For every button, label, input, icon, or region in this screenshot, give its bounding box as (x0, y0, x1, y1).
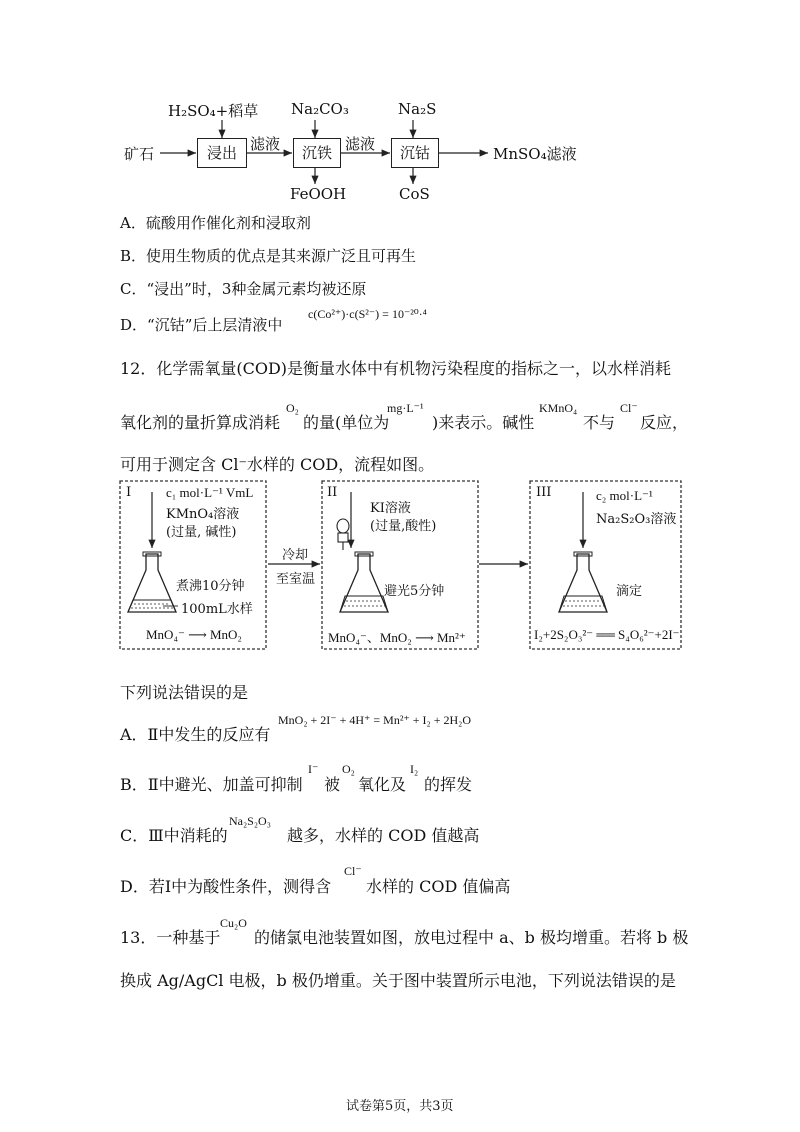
flow-arrow-label-2: 滤液 (345, 135, 376, 153)
q12-option-b-part-1: B．Ⅱ中避光、加盖可抑制 (120, 775, 303, 794)
q12-option-c-part-2: 越多，水样的 COD 值越高 (287, 826, 480, 845)
q13-cu2o: Cu₂O (220, 916, 247, 930)
q12-line-2c: )来表示。碱性 (432, 413, 535, 432)
panel-3-equation: I₂+2S₂O₃²⁻ ══ S₄O₆²⁻+2I⁻ (534, 627, 680, 642)
q11-option-b: B．使用生物质的优点是其来源广泛且可再生 (120, 247, 417, 265)
flow-input-3: Na₂S (398, 100, 437, 118)
q12-unit: mg·L⁻¹ (387, 401, 424, 415)
panel-3-step: 滴定 (616, 584, 643, 599)
q13-line-1a: 13．一种基于 (120, 928, 221, 947)
panel-3-reagent-2: Na₂S₂O₃溶液 (596, 512, 677, 527)
flow-box-iron: 沉铁 (293, 138, 341, 168)
panel-3-reagent-1: c₂ mol·L⁻¹ (596, 488, 653, 503)
panel-2-reagent-2: (过量,酸性) (370, 519, 437, 534)
page-footer: 试卷第5页，共3页 (346, 1099, 454, 1114)
flask-1-icon (128, 552, 178, 612)
flow-box-cobalt: 沉钴 (391, 138, 439, 168)
panel-1-reagent-1: c₁ mol·L⁻¹ VmL (166, 485, 254, 500)
q12-option-d-part-1: D．若Ⅰ中为酸性条件，测得含 (120, 877, 332, 896)
q12-option-a-formula: MnO₂ + 2I⁻ + 4H⁺ = Mn²⁺ + I₂ + 2H₂O (278, 713, 471, 727)
q12-option-b-i2: I₂ (410, 762, 419, 776)
panel-1-equation: MnO₄⁻ ⟶ MnO₂ (146, 627, 242, 642)
q11-option-a: A．硫酸用作催化剂和浸取剂 (120, 214, 311, 232)
flow-box-leach: 浸出 (197, 138, 247, 168)
q12-kmno4: KMnO₄ (539, 401, 578, 415)
q12-line-3: 可用于测定含 Cl⁻水样的 COD，流程如图。 (120, 455, 435, 474)
q12-option-d-part-2: 水样的 COD 值偏高 (366, 877, 511, 896)
q12-option-b-i: I⁻ (308, 762, 319, 776)
q12-option-c-part-1: C．Ⅲ中消耗的 (120, 826, 228, 845)
flow-input-1: H₂SO₄+稻草 (168, 102, 259, 120)
q11-option-d: D．“沉钴”后上层清液中 (120, 316, 283, 334)
q13-line-1b: 的储氯电池装置如图，放电过程中 a、b 极均增重。若将 b 极 (254, 928, 689, 947)
q12-option-b-part-4: 的挥发 (424, 775, 473, 794)
q11-option-c: C．“浸出”时，3种金属元素均被还原 (120, 280, 367, 298)
q12-line-1: 12．化学需氧量(COD)是衡量水体中有机物污染程度的指标之一，以水样消耗 (120, 359, 672, 378)
q12-option-a: A．Ⅱ中发生的反应有 (120, 725, 271, 744)
q12-o2: O₂ (286, 401, 299, 415)
q12-line-2a: 氧化剂的量折算成消耗 (120, 413, 281, 432)
q12-option-b-o2: O₂ (342, 762, 355, 776)
q12-cl: Cl⁻ (620, 401, 638, 415)
q12-prompt: 下列说法错误的是 (120, 683, 249, 702)
panel-3-label: III (536, 485, 552, 500)
flow-product: MnSO₄滤液 (493, 145, 577, 163)
panel-1-step: 煮沸10分钟 (176, 579, 245, 594)
dropper-icon (337, 519, 349, 550)
q12-line-2e: 反应， (640, 413, 689, 432)
flask-2-icon (340, 552, 388, 612)
q11-option-d-formula: c(Co²⁺)·c(S²⁻) = 10⁻²⁰·⁴ (308, 307, 427, 321)
q12-line-2b: 的量(单位为 (303, 413, 390, 432)
panel-2-label: II (327, 485, 338, 500)
panel-1-reagent-2: KMnO₄溶液 (166, 507, 240, 522)
q12-option-d-cl: Cl⁻ (344, 864, 362, 878)
flow-output-1: FeOOH (290, 185, 347, 203)
q12-option-b-part-3: 氧化及 (358, 775, 407, 794)
flow-start: 矿石 (124, 145, 155, 163)
flow-output-2: CoS (399, 185, 430, 203)
arrow-label-room-temp: 至室温 (276, 572, 316, 587)
flask-3-icon (559, 552, 607, 612)
panel-1-reagent-3: (过量, 碱性) (166, 525, 237, 540)
panel-1-sample: 100mL水样 (181, 602, 253, 617)
panel-2-step: 避光5分钟 (384, 584, 445, 599)
panel-2-equation: MnO₄⁻、MnO₂ ⟶ Mn²⁺ (328, 630, 466, 645)
q12-option-b-part-2: 被 (324, 775, 341, 794)
flow-arrow-label-1: 滤液 (250, 135, 281, 153)
panel-2-reagent-1: KI溶液 (370, 501, 411, 516)
arrow-label-cool: 冷却 (282, 548, 309, 563)
panel-1-label: I (126, 485, 132, 500)
q12-line-2d: 不与 (583, 413, 616, 432)
flow-input-2: Na₂CO₃ (291, 100, 349, 118)
q13-line-2: 换成 Ag/AgCl 电极，b 极仍增重。关于图中装置所示电池，下列说法错误的是 (120, 971, 676, 990)
q12-option-c-na2s2o3: Na₂S₂O₃ (229, 814, 271, 828)
